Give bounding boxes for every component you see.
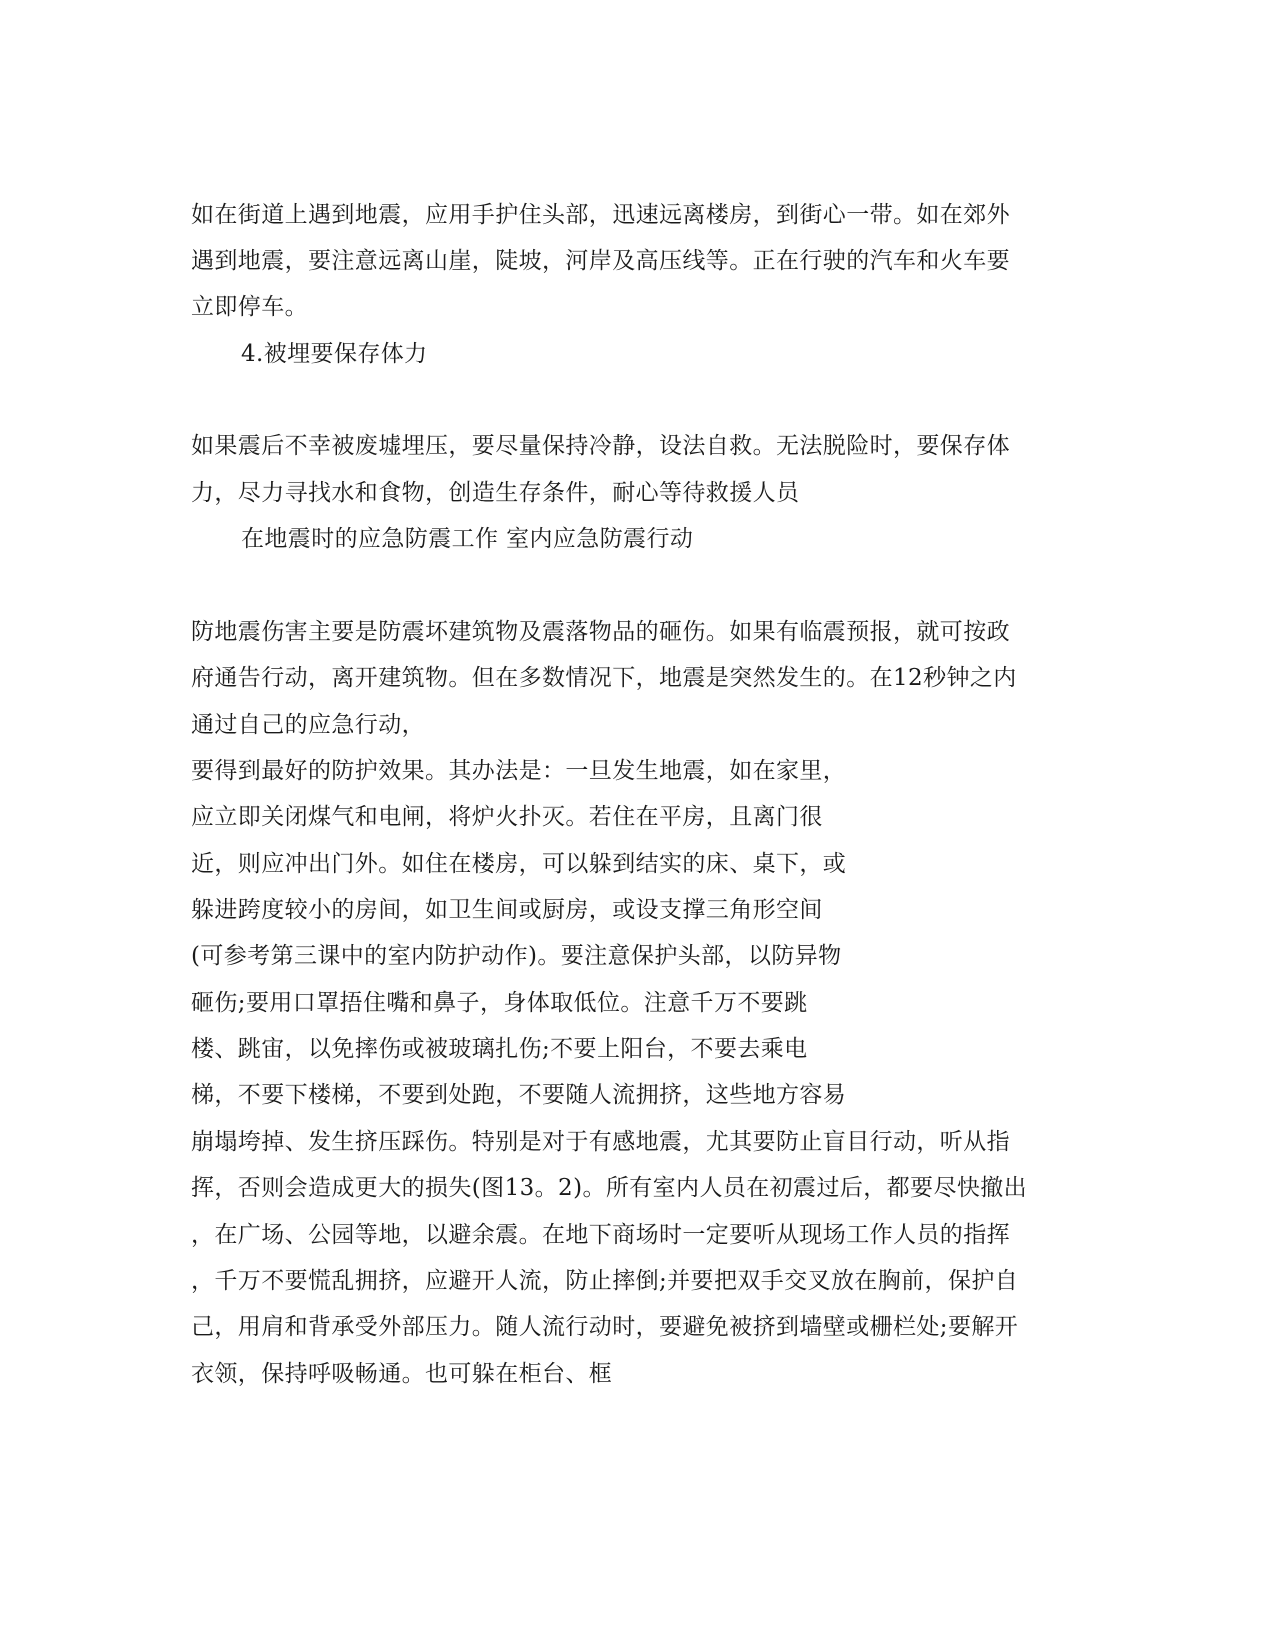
body-text-line: 近，则应冲出门外。如住在楼房，可以躲到结实的床、桌下，或 <box>191 851 847 877</box>
body-text-line: 防地震伤害主要是防震坏建筑物及震落物品的砸伤。如果有临震预报，就可按政 <box>191 619 1010 645</box>
body-text-line: 挥，否则会造成更大的损失(图13。2)。所有室内人员在初震过后，都要尽快撤出 <box>191 1175 1028 1201</box>
body-text-line: (可参考第三课中的室内防护动作)。要注意保护头部，以防异物 <box>191 943 842 969</box>
body-text-line: 己，用肩和背承受外部压力。随人流行动时，要避免被挤到墙壁或栅栏处;要解开 <box>191 1314 1019 1340</box>
body-text-line: 砸伤;要用口罩捂住嘴和鼻子，身体取低位。注意千万不要跳 <box>191 990 808 1016</box>
body-text-line: 如在街道上遇到地震，应用手护住头部，迅速远离楼房，到街心一带。如在郊外 <box>191 202 1010 228</box>
section-heading: 4.被埋要保存体力 <box>241 341 428 367</box>
body-text-line: 如果震后不幸被废墟埋压，要尽量保持冷静，设法自救。无法脱险时，要保存体 <box>191 433 1010 459</box>
body-text-line: 通过自己的应急行动， <box>191 712 425 738</box>
body-text-line: 躲进跨度较小的房间，如卫生间或厨房，或设支撑三角形空间 <box>191 897 823 923</box>
section-heading: 在地震时的应急防震工作 室内应急防震行动 <box>241 526 694 552</box>
body-text-line: 楼、跳宙，以免摔伤或被玻璃扎伤;不要上阳台，不要去乘电 <box>191 1036 808 1062</box>
body-text-line: ，千万不要慌乱拥挤，应避开人流，防止摔倒;并要把双手交叉放在胸前，保护自 <box>191 1268 1019 1294</box>
body-text-line: 衣领，保持呼吸畅通。也可躲在柜台、框 <box>191 1361 613 1387</box>
body-text-line: 府通告行动，离开建筑物。但在多数情况下，地震是突然发生的。在12秒钟之内 <box>191 665 1017 691</box>
body-text-line: 梯，不要下楼梯，不要到处跑，不要随人流拥挤，这些地方容易 <box>191 1082 847 1108</box>
body-text-line: 要得到最好的防护效果。其办法是：一旦发生地震，如在家里， <box>191 758 847 784</box>
body-text-line: 崩塌垮掉、发生挤压踩伤。特别是对于有感地震，尤其要防止盲目行动，听从指 <box>191 1129 1010 1155</box>
body-text-line: 应立即关闭煤气和电闸，将炉火扑灭。若住在平房，且离门很 <box>191 804 823 830</box>
body-text-line: 立即停车。 <box>191 294 308 320</box>
body-text-line: 力，尽力寻找水和食物，创造生存条件，耐心等待救援人员 <box>191 480 800 506</box>
body-text-line: ，在广场、公园等地，以避余震。在地下商场时一定要听从现场工作人员的指挥 <box>191 1222 1010 1248</box>
body-text-line: 遇到地震，要注意远离山崖，陡坡，河岸及高压线等。正在行驶的汽车和火车要 <box>191 248 1010 274</box>
